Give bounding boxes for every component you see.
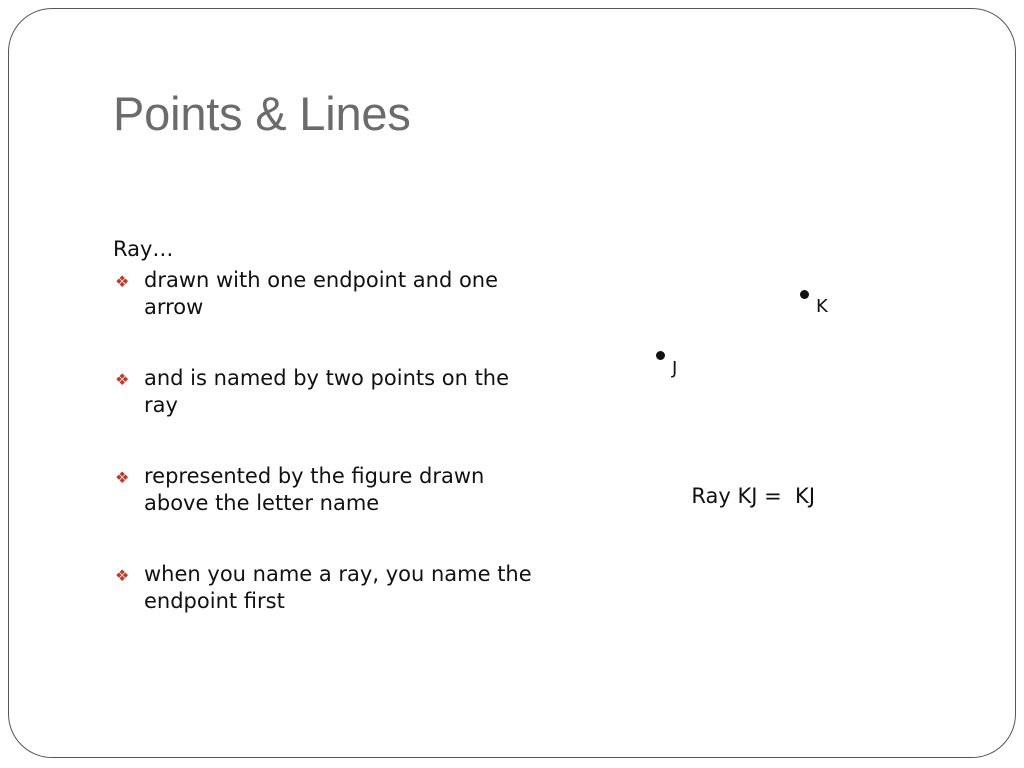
slide-title: Points & Lines	[113, 87, 411, 140]
point-j-label: J	[672, 358, 678, 379]
bullet-text: represented by the figure drawn above the letter name	[144, 464, 485, 515]
bullet-text: drawn with one endpoint and one arrow	[144, 268, 499, 319]
bullet-item	[113, 267, 533, 321]
ray-notation: KJ	[795, 484, 816, 508]
point-k-label: K	[816, 296, 828, 317]
point-j-dot	[656, 351, 665, 360]
diamond-bullet-icon: ❖	[115, 468, 130, 487]
bullet-text: and is named by two points on the ray	[144, 366, 510, 417]
point-k-dot	[800, 290, 809, 299]
slide-body	[113, 234, 533, 659]
bullet-list	[113, 267, 533, 615]
diamond-bullet-icon: ❖	[115, 272, 130, 291]
bullet-item	[113, 561, 533, 615]
intro-text: Ray…	[113, 237, 174, 261]
ray-equation	[678, 460, 815, 508]
bullet-item	[113, 365, 533, 419]
diamond-bullet-icon: ❖	[115, 566, 130, 585]
diamond-bullet-icon: ❖	[115, 370, 130, 389]
equation-lhs: Ray KJ =	[691, 484, 796, 508]
bullet-text: when you name a ray, you name the endpoint first	[144, 562, 532, 613]
bullet-item	[113, 463, 533, 517]
